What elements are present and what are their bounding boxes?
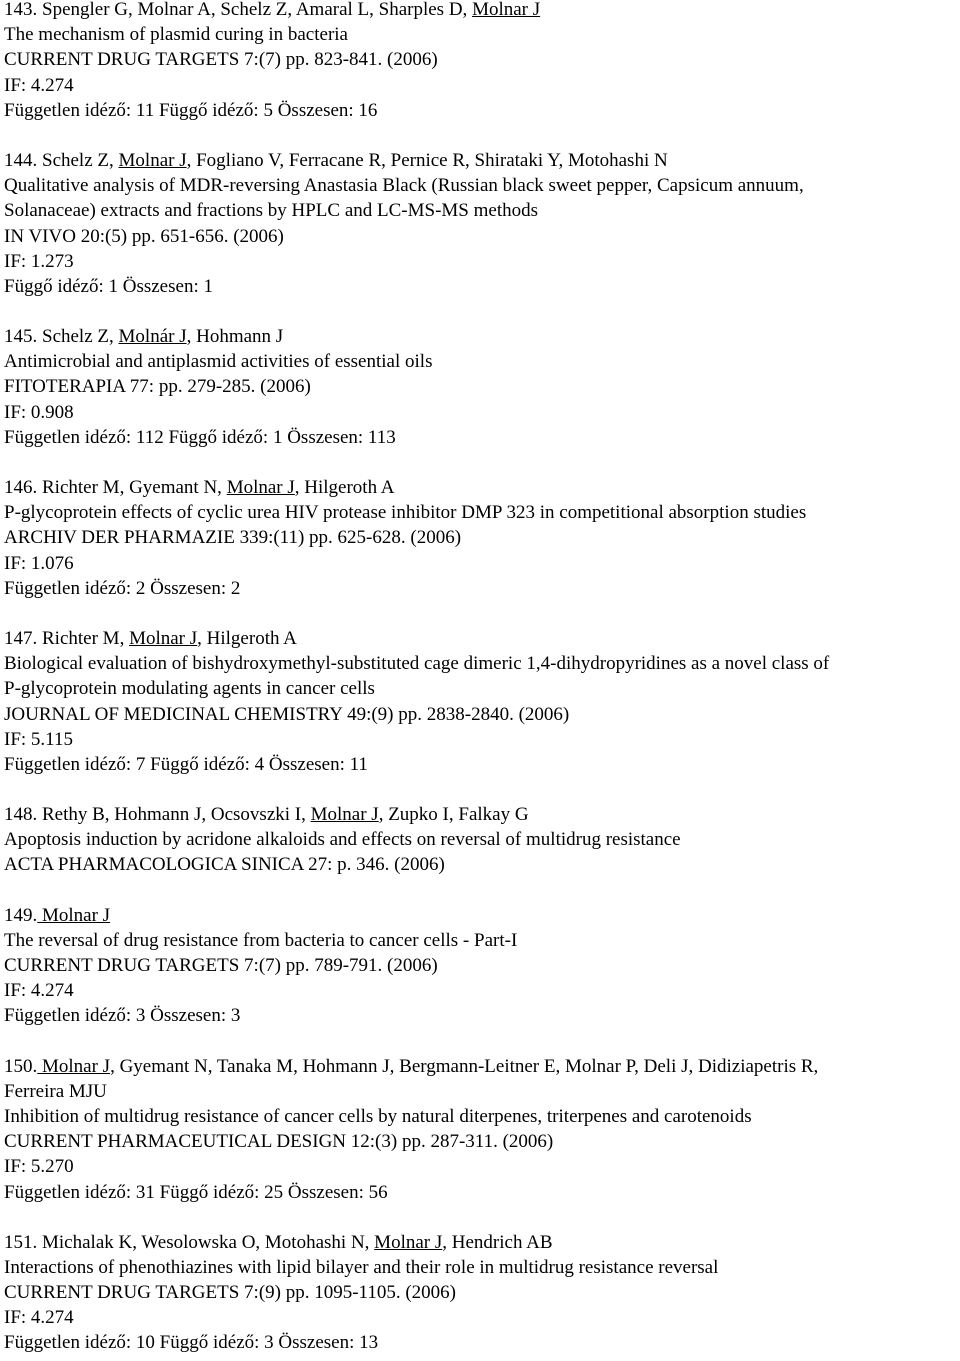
authors-text: 148. Rethy B, Hohmann J, Ocsovszki I, — [4, 804, 311, 826]
authors-text: 146. Richter M, Gyemant N, — [4, 477, 227, 498]
highlighted-author: Molnar J — [226, 477, 295, 498]
authors-text: , Hendrich AB — [442, 1231, 553, 1253]
authors-line — [4, 148, 960, 173]
publication-entry-144 — [4, 148, 960, 299]
authors-text: 149. — [4, 904, 38, 926]
publication-entry-143 — [4, 0, 960, 123]
authors-text: , Hilgeroth A — [294, 477, 395, 498]
journal-line: ARCHIV DER PHARMAZIE 339:(11) pp. 625-628. (2006) — [4, 527, 462, 549]
title-line: Biological evaluation of bishydroxymethyl-substituted cage dimeric 1,4-dihydropyridines as a novel class of — [4, 653, 830, 675]
publication-entry-146 — [4, 475, 960, 601]
authors-line — [4, 1054, 960, 1079]
impact-factor: IF: 4.274 — [4, 74, 74, 96]
citation-counts: Független idéző: 11 Függő idéző: 5 Összesen: 16 — [4, 99, 378, 121]
publication-entry-147 — [4, 626, 960, 777]
title-line: Inhibition of multidrug resistance of cancer cells by natural diterpenes, triterpenes and carotenoids — [4, 1105, 752, 1127]
authors-text: 144. Schelz Z, — [4, 149, 119, 171]
highlighted-author: Molnar J — [310, 804, 379, 826]
highlighted-author: Molnar J — [472, 0, 541, 20]
authors-line — [4, 475, 960, 500]
authors-text: 147. Richter M, — [4, 627, 130, 649]
impact-factor: IF: 5.270 — [4, 1156, 74, 1178]
title-line: Qualitative analysis of MDR-reversing Anastasia Black (Russian black sweet pepper, Capsicum annuum, — [4, 175, 804, 197]
publication-entry-148 — [4, 802, 960, 878]
citation-counts: Független idéző: 3 Összesen: 3 — [4, 1005, 241, 1027]
title-line: Antimicrobial and antiplasmid activities of essential oils — [4, 351, 433, 373]
title-line: Solanaceae) extracts and fractions by HPLC and LC-MS-MS methods — [4, 200, 538, 222]
title-line: P-glycoprotein effects of cyclic urea HIV protease inhibitor DMP 323 in competitional absorption studies — [4, 502, 807, 524]
highlighted-author: Molnar J — [374, 1231, 443, 1253]
publication-entry-151 — [4, 1230, 960, 1356]
authors-text: , Hohmann J — [186, 326, 284, 348]
authors-line — [4, 0, 960, 22]
authors-text: , Gyemant N, Tanaka M, Hohmann J, Bergmann-Leitner E, Molnar P, Deli J, Didiziapetris R, — [110, 1055, 819, 1077]
title-line: Interactions of phenothiazines with lipid bilayer and their role in multidrug resistance reversal — [4, 1256, 719, 1278]
citation-counts: Független idéző: 2 Összesen: 2 — [4, 577, 241, 599]
authors-line — [4, 903, 960, 928]
impact-factor: IF: 0.908 — [4, 401, 74, 423]
citation-counts: Függő idéző: 1 Összesen: 1 — [4, 275, 213, 297]
authors-text: 143. Spengler G, Molnar A, Schelz Z, Amaral L, Sharples D, — [4, 0, 473, 20]
highlighted-author: Molnár J — [118, 326, 187, 348]
publication-entry-149 — [4, 903, 960, 1029]
impact-factor: IF: 4.274 — [4, 1307, 74, 1329]
authors-line — [4, 626, 960, 651]
highlighted-author: Molnar J — [37, 1055, 111, 1077]
authors-text: 150. — [4, 1055, 38, 1077]
authors-text: 151. Michalak K, Wesolowska O, Motohashi N, — [4, 1231, 375, 1253]
citation-counts: Független idéző: 31 Függő idéző: 25 Összesen: 56 — [4, 1181, 388, 1203]
title-line: P-glycoprotein modulating agents in cancer cells — [4, 678, 375, 700]
highlighted-author: Molnar J — [37, 904, 111, 926]
authors-text: , Hilgeroth A — [197, 627, 297, 649]
journal-line: CURRENT DRUG TARGETS 7:(7) pp. 789-791. (2006) — [4, 955, 438, 976]
journal-line: FITOTERAPIA 77: pp. 279-285. (2006) — [4, 376, 311, 398]
highlighted-author: Molnar J — [118, 149, 187, 171]
citation-counts: Független idéző: 7 Függő idéző: 4 Összesen: 11 — [4, 753, 368, 775]
citation-counts: Független idéző: 10 Függő idéző: 3 Összesen: 13 — [4, 1332, 379, 1354]
impact-factor: IF: 5.115 — [4, 728, 73, 750]
highlighted-author: Molnar J — [129, 627, 198, 649]
publication-entry-150 — [4, 1054, 960, 1205]
authors-text: 145. Schelz Z, — [4, 326, 119, 348]
authors-text: , Fogliano V, Ferracane R, Pernice R, Shirataki Y, Motohashi N — [186, 149, 668, 171]
authors-line — [4, 1230, 960, 1255]
journal-line: ACTA PHARMACOLOGICA SINICA 27: p. 346. (2006) — [4, 854, 445, 876]
title-line: Apoptosis induction by acridone alkaloids and effects on reversal of multidrug resistance — [4, 829, 681, 851]
impact-factor: IF: 4.274 — [4, 980, 74, 1002]
journal-line: CURRENT DRUG TARGETS 7:(7) pp. 823-841. (2006) — [4, 49, 438, 71]
authors-line: Ferreira MJU — [4, 1080, 107, 1102]
impact-factor: IF: 1.273 — [4, 250, 74, 272]
journal-line: JOURNAL OF MEDICINAL CHEMISTRY 49:(9) pp. 2838-2840. (2006) — [4, 703, 570, 725]
journal-line: CURRENT PHARMACEUTICAL DESIGN 12:(3) pp. 287-311. (2006) — [4, 1131, 554, 1153]
authors-text: , Zupko I, Falkay G — [378, 804, 529, 826]
impact-factor: IF: 1.076 — [4, 552, 74, 574]
title-line: The reversal of drug resistance from bacteria to cancer cells - Part-I — [4, 929, 518, 951]
title-line: The mechanism of plasmid curing in bacteria — [4, 24, 348, 46]
citation-counts: Független idéző: 112 Függő idéző: 1 Összesen: 113 — [4, 426, 396, 448]
authors-line — [4, 324, 960, 349]
authors-line — [4, 802, 960, 827]
journal-line: IN VIVO 20:(5) pp. 651-656. (2006) — [4, 225, 284, 247]
journal-line: CURRENT DRUG TARGETS 7:(9) pp. 1095-1105. (2006) — [4, 1282, 457, 1304]
publication-entry-145 — [4, 324, 960, 450]
